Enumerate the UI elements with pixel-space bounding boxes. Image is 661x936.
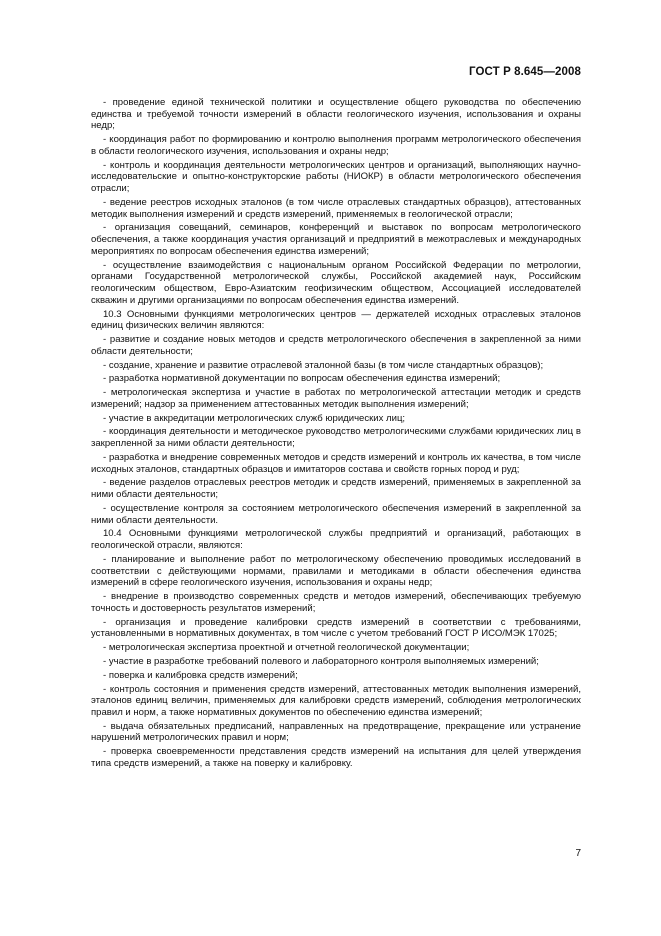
paragraph: - осуществление контроля за состоянием метрологического обеспечения измерений в закрепленной за ними области деятельности. (91, 502, 581, 526)
paragraph: - метрологическая экспертиза и участие в работах по метрологической аттестации методик и средств измерений; надзор за применением аттестованных методик выполнения измерений; (91, 387, 581, 410)
paragraph: - ведение реестров исходных эталонов (в том числе отраслевых стандартных образцов), аттестованных методик выполнения измерений и средств измерений, применяемых в геологической отрасли; (91, 196, 581, 220)
paragraph: - разработка и внедрение современных методов и средств измерений и контроль их качества, в том числе исходных эталонов, стандартных образцов и имитаторов состава и свойств горных пород и руд; (91, 451, 581, 475)
section-paragraph-10-3: 10.3 Основными функциями метрологических центров — держателей исходных отраслевых эталонов единиц физических величин являются: (91, 308, 581, 332)
paragraph: - внедрение в производство современных средств и методов измерений, обеспечивающих требуемую точность и достоверность результатов измерений; (91, 591, 581, 614)
page-number: 7 (575, 848, 581, 859)
paragraph: - координация деятельности и методическое руководство метрологическими службами юридических лиц в закрепленной за ними области деятельности; (91, 426, 581, 450)
paragraph: - участие в разработке требований полевого и лабораторного контроля выполняемых измерений; (103, 655, 539, 667)
paragraph: - ведение разделов отраслевых реестров методик и средств измерений, применяемых в закрепленной за ними области деятельности; (91, 477, 581, 501)
paragraph: - планирование и выполнение работ по метрологическому обеспечению проводимых исследований в соответствии с действующими нормами, правилами и методиками в области обеспечения единства измерений в сфере геологического изучения, использования и охраны недр; (91, 553, 581, 589)
paragraph: - проведение единой технической политики и осуществление общего руководства по обеспечению единства и требуемой точности измерений в области геологического изучения, использования и охраны недр; (91, 97, 581, 132)
paragraph: - координация работ по формированию и контролю выполнения программ метрологического обеспечения в области геологического изучения, использования и охраны недр; (91, 134, 581, 157)
paragraph: - осуществление взаимодействия с национальным органом Российской Федерации по метрологии, органами Государственной метрологической службы, Российской академией наук, Российским геологическим обществом, Евро-Азиатским геофизическим обществом, Ассоциацией исследователей скважин и другими организациями по вопросам обеспечения единства измерений. (91, 259, 581, 306)
paragraph: - развитие и создание новых методов и средств метрологического обеспечения в закрепленной за ними области деятельности; (91, 334, 581, 357)
paragraph: - поверка и калибровка средств измерений; (103, 669, 298, 681)
paragraph: - выдача обязательных предписаний, направленных на предотвращение, прекращение или устранение нарушений метрологических правил и норм; (91, 720, 581, 744)
paragraph: - участие в аккредитации метрологических служб юридических лиц; (103, 412, 406, 424)
paragraph: - метрологическая экспертиза проектной и отчетной геологической документации; (103, 642, 470, 654)
paragraph: - контроль состояния и применения средств измерений, аттестованных методик выполнения измерений, эталонов единиц величин, применяемых для калибровки средств измерений, соблюдения метрологических правил и норм, а также нормативных документов по обеспечению единства измерений; (91, 683, 581, 718)
paragraph: - организация и проведение калибровки средств измерений в соответствии с требованиями, установленными в нормативных документах, в том числе с учетом требований ГОСТ Р ИСО/МЭК 17025; (91, 616, 581, 640)
paragraph: - проверка своевременности представления средств измерений на испытания для целей утверждения типа средств измерений, а также на поверку и калибровку. (91, 746, 581, 769)
paragraph: - создание, хранение и развитие отраслевой эталонной базы (в том числе стандартных образцов); (103, 359, 544, 371)
paragraph: - организация совещаний, семинаров, конференций и выставок по вопросам метрологического обеспечения, а также координация участия организаций и предприятий в межотраслевых и международных мероприятиях по вопросам обеспечения единства измерений; (91, 222, 581, 257)
section-paragraph-10-4: 10.4 Основными функциями метрологической службы предприятий и организаций, работающих в геологической отрасли, являются: (91, 528, 581, 552)
paragraph: - контроль и координация деятельности метрологических центров и организаций, выполняющих научно-исследовательские и опытно-конструкторские работы (НИОКР) в области метрологического обеспечения отрасли; (91, 159, 581, 195)
paragraph: - разработка нормативной документации по вопросам обеспечения единства измерений; (103, 373, 501, 385)
document-body (91, 97, 581, 772)
document-code-header: ГОСТ Р 8.645—2008 (469, 66, 581, 78)
